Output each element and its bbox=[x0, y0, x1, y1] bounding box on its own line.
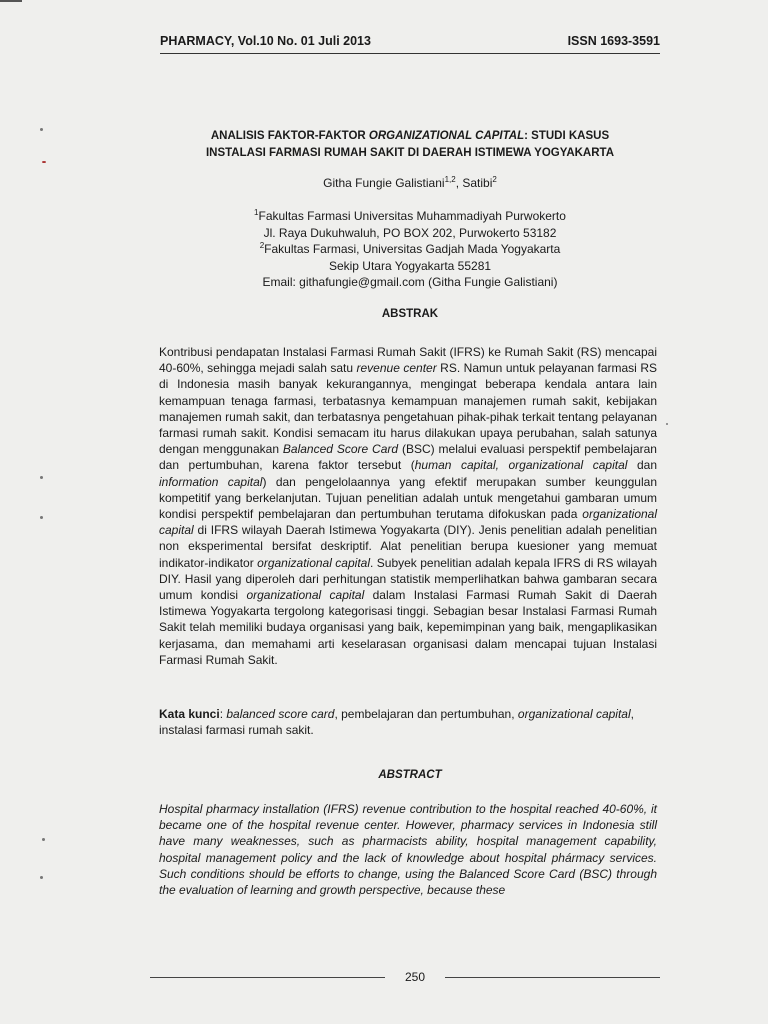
scan-speck bbox=[40, 876, 43, 879]
affil-2: Fakultas Farmasi, Universitas Gadjah Mada Yogyakarta bbox=[264, 242, 561, 256]
scan-corner-mark bbox=[0, 0, 22, 2]
keywords bbox=[159, 706, 657, 738]
scan-speck bbox=[40, 128, 43, 131]
keyword: balanced score card bbox=[226, 707, 335, 721]
affil-1-mark: 1 bbox=[254, 208, 259, 217]
abstrak-term: organizational capital bbox=[246, 588, 365, 603]
title-line-2: INSTALASI FARMASI RUMAH SAKIT DI DAERAH ISTIMEWA YOGYAKARTA bbox=[205, 147, 615, 159]
affil-1: Fakultas Farmasi Universitas Muhammadiyah Purwokerto bbox=[258, 209, 566, 223]
affil-1-address: Jl. Raya Dukuhwaluh, PO BOX 202, Purwokerto 53182 bbox=[263, 225, 557, 240]
issn: ISSN 1693-3591 bbox=[567, 34, 660, 48]
footer-rule-right bbox=[445, 977, 660, 978]
scan-speck bbox=[40, 516, 43, 519]
affil-2-mark: 2 bbox=[259, 241, 265, 250]
author-1-affil: 1,2 bbox=[444, 175, 456, 184]
abstract-body: Hospital pharmacy installation (IFRS) revenue contribution to the hospital reached 40-60%, it became one of the hospital revenue center. However, pharmacy services in Indonesia still have many weaknesses, such as pharmacists ability, hospital management capability, hospital management policy and the lack of knowledge about hospital phármacy services. Such conditions should be efforts to change, using the Balanced Score Card (BSC) through the evaluation of learning and growth perspective, because these bbox=[159, 802, 657, 898]
abstrak-text: (BSC) melalui evaluasi perspektif pembelajaran dan pertumbuhan, karena faktor tersebut ( bbox=[159, 442, 657, 473]
title-part-1: ANALISIS FAKTOR-FAKTOR bbox=[210, 130, 369, 142]
abstrak-text: dan bbox=[627, 458, 657, 473]
author-list bbox=[160, 176, 660, 190]
page-number: 250 bbox=[404, 970, 426, 984]
title-italic: ORGANIZATIONAL CAPITAL bbox=[368, 130, 525, 142]
scan-speck bbox=[666, 423, 668, 425]
contact-email: Email: githafungie@gmail.com (Githa Fungie Galistiani) bbox=[262, 275, 558, 289]
keyword: , pembelajaran dan pertumbuhan, bbox=[334, 707, 518, 721]
abstrak-text: RS. Namun untuk pelayanan farmasi RS di Indonesia masih banyak kekurangannya, mengingat beberapa kendala antara lain kemampuan tenaga farmasi, terbatasnya kemampuan manajemen rumah sakit, kebijakan manajemen rumah sakit, dan terbatasnya pengetahuan pihak-pihak terkait tentang pelayanan farmasi rumah sakit. Kondisi semacam itu harus dilakukan upaya perubahan, salah satunya dengan menggunakan bbox=[159, 361, 657, 457]
header-rule bbox=[160, 53, 660, 54]
keyword: , instalasi farmasi rumah sakit. bbox=[159, 707, 634, 738]
abstrak-term: human capital, organizational capital bbox=[414, 458, 628, 473]
journal-name: PHARMACY, Vol.10 No. 01 Juli 2013 bbox=[160, 34, 371, 48]
keywords-colon: : bbox=[219, 707, 227, 721]
abstrak-term: Balanced Score Card bbox=[282, 442, 399, 457]
author-sep: , bbox=[455, 176, 463, 190]
keywords-label: Kata kunci bbox=[159, 707, 220, 721]
author-2: Satibi bbox=[462, 176, 493, 190]
author-2-affil: 2 bbox=[492, 175, 497, 184]
abstrak-term: organizational capital bbox=[159, 507, 657, 538]
abstrak-text: . Subyek penelitian adalah kepala IFRS di RS wilayah DIY. Hasil yang diperoleh dari perhitungan statistik memperlihatkan bahwa gambaran secara umum kondisi bbox=[159, 555, 657, 603]
abstrak-body bbox=[159, 344, 657, 668]
author-1: Githa Fungie Galistiani bbox=[323, 176, 445, 190]
abstract-heading: ABSTRACT bbox=[378, 769, 442, 781]
abstrak-text: dalam Instalasi Farmasi Rumah Sakit di Daerah Istimewa Yogyakarta tergolong kategorisasi tinggi. Sebagian besar Instalasi Farmasi Rumah Sakit telah memiliki budaya organisasi yang baik, kepemimpinan yang baik, mengaplikasikan kerjasama, dan memahami arti keselarasan organisasi dalam mencapai tujuan Instalasi Farmasi Rumah Sakit. bbox=[159, 588, 657, 667]
scan-speck bbox=[40, 476, 43, 479]
affil-2-address: Sekip Utara Yogyakarta 55281 bbox=[328, 258, 492, 273]
abstrak-term: revenue center bbox=[356, 361, 437, 376]
scan-speck bbox=[42, 161, 46, 163]
scan-speck bbox=[42, 838, 45, 841]
footer-rule-left bbox=[150, 977, 385, 978]
abstrak-text: Kontribusi pendapatan Instalasi Farmasi Rumah Sakit (IFRS) ke Rumah Sakit (RS) mencapai 40-60%, sehingga mejadi salah satu bbox=[159, 345, 657, 376]
keyword: organizational capital bbox=[517, 707, 631, 721]
abstrak-term: organizational capital bbox=[257, 555, 370, 570]
abstrak-heading: ABSTRAK bbox=[381, 308, 439, 320]
abstrak-text: di IFRS wilayah Daerah Istimewa Yogyakarta (DIY). Jenis penelitian adalah penelitian non eksperimental bersifat deskriptif. Alat penelitian berupa kuesioner yang memuat indikator-indikator bbox=[159, 523, 657, 570]
abstrak-term: information capital bbox=[159, 474, 263, 489]
page-footer bbox=[150, 970, 660, 984]
paper-title bbox=[160, 128, 660, 162]
title-part-2: : STUDI KASUS bbox=[524, 130, 610, 142]
abstrak-text: ) dan pengelolaannya yang efektif merupakan sumber keunggulan kompetitif yang berkelanjutan. Tujuan penelitian adalah untuk mengetahui gambaran umum kondisi perspektif pembelajaran dan pertumbuhan terutama difokuskan pada bbox=[159, 474, 657, 522]
affiliations bbox=[160, 208, 660, 291]
